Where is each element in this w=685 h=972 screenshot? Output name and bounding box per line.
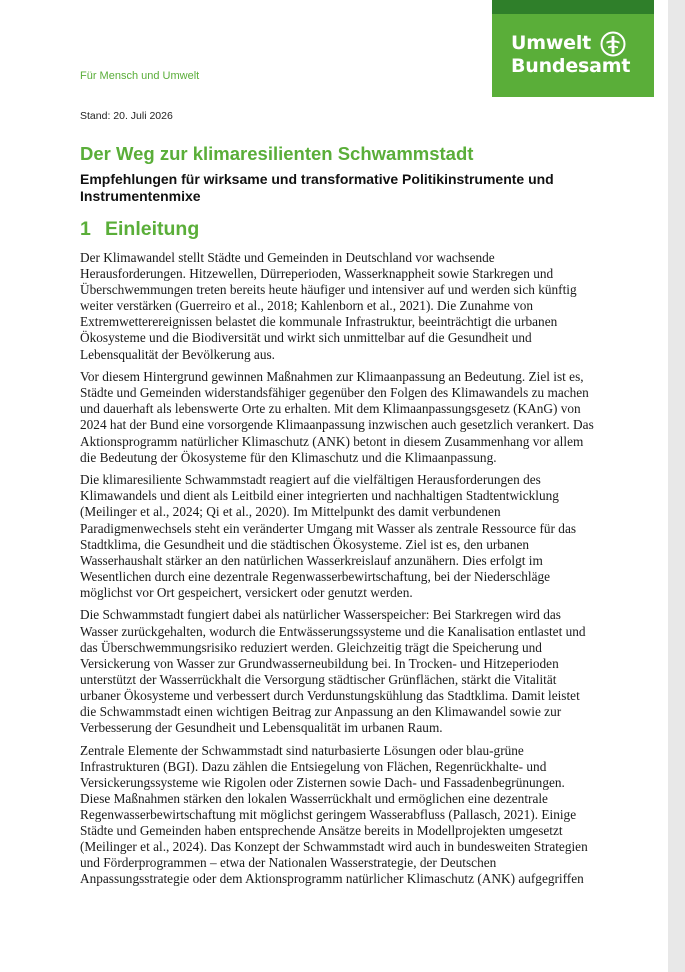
section-number: 1	[80, 218, 91, 240]
paragraph	[80, 607, 605, 736]
text-line: 2024 hat der Bund eine vorsorgende Klimaanpassung inzwischen auch gesetzlich verankert. Das	[80, 417, 594, 433]
subtitle-line: Instrumentenmixe	[80, 188, 201, 204]
text-line: Versickerungssysteme wie Rigolen oder Zisternen sowie Dach- und Fassadenbegrünungen.	[80, 774, 565, 790]
text-line: Die Schwammstadt fungiert dabei als natürlicher Wasserspeicher: Bei Starkregen wird das	[80, 607, 561, 623]
paragraph	[80, 369, 605, 466]
text-line: Verbesserung der Gesundheit und Lebensqualität im urbanen Raum.	[80, 720, 443, 736]
text-line: Wesentlichen durch eine dezentrale Regenwasserbewirtschaftung, bei der Niederschläge	[80, 568, 551, 584]
paragraph	[80, 743, 605, 888]
text-line: die Bedeutung der Ökosysteme für den Klimaschutz und die Klimaanpassung.	[80, 449, 497, 465]
text-line: Infrastrukturen (BGI). Dazu zählen die Entsiegelung von Flächen, Regenrückhalte- und	[80, 758, 547, 774]
text-line: unterstützt der Wasserrückhalt die Versorgung städtischer Grünflächen, stärkt die Vitalität	[80, 671, 557, 687]
text-line: Anpassungsstrategie oder dem Aktionsprogramm natürlicher Klimaschutz (ANK) aufgegriffen	[80, 871, 584, 887]
text-line: möglichst vor Ort gespeichert, versickert oder genutzt werden.	[80, 584, 413, 600]
text-line: Regenwasserbewirtschaftung mit möglichst geringem Wasserabfluss (Pallasch, 2021). Einige	[80, 807, 577, 823]
subtitle-line: Empfehlungen für wirksame und transformative Politikinstrumente und	[80, 171, 554, 187]
text-line: Städte und Gemeinden haben entsprechende Ansätze bereits in Modellprojekten umgesetzt	[80, 823, 563, 839]
logo-line-bundesamt: Bundesamt	[511, 55, 631, 77]
document-subtitle	[80, 171, 600, 205]
body-text	[80, 250, 605, 894]
text-line: Überschwemmungen treten bereits heute häufiger und intensiver auf und werden sich künftig	[80, 282, 577, 298]
tree-icon	[600, 31, 626, 57]
text-line: weiter verstärken (Guerreiro et al., 2018; Kahlenborn et al., 2021). Die Zunahme von	[80, 298, 534, 314]
text-line: die Schwammstadt einen wichtigen Beitrag zur Anpassung an den Klimawandel sowie zur	[80, 704, 562, 720]
text-line: (Meilinger et al., 2024). Das Konzept der Schwammstadt wird auch in bundesweiten Strategien	[80, 839, 588, 855]
text-line: Paradigmenwechsels steht ein veränderter Umgang mit Wasser als zentrale Ressource für das	[80, 520, 577, 536]
section-heading	[80, 218, 199, 241]
text-line: Die klimaresiliente Schwammstadt reagiert auf die vielfältigen Herausforderungen des	[80, 472, 541, 488]
text-line: Herausforderungen. Hitzewellen, Dürreperioden, Wasserknappheit sowie Starkregen und	[80, 266, 554, 282]
text-line: Wasserhaushalt stärker an den natürlichen Wasserkreislauf anzunähern. Dies erfolgt im	[80, 552, 543, 568]
tagline: Für Mensch und Umwelt	[80, 70, 200, 82]
text-line: und dauerhaft als lebenswerte Orte zu erhalten. Mit dem Klimaanpassungsgesetz (KAnG) von	[80, 401, 581, 417]
text-line: das Überschwemmungsrisiko reduziert werden. Gleichzeitig trägt die Speicherung und	[80, 639, 542, 655]
text-line: Städte und Gemeinden widerstandsfähiger gegenüber den Folgen des Klimawandels zu machen	[80, 385, 589, 401]
logo-line-umwelt: Umwelt	[511, 32, 592, 54]
text-line: (Meilinger et al., 2024; Qi et al., 2020). Im Mittelpunkt des damit verbundenen	[80, 504, 501, 520]
section-title: Einleitung	[105, 218, 200, 240]
text-line: Klimawandels und dient als Leitbild einer integrierten und nachhaltigen Stadtentwicklung	[80, 488, 559, 504]
text-line: Aktionsprogramm natürlicher Klimaschutz (ANK) betont in diesem Zusammenhang vor allem	[80, 433, 584, 449]
text-line: Versickerung von Wasser zur Grundwasserneubildung bei. In Trocken- und Hitzeperioden	[80, 655, 559, 671]
paragraph	[80, 250, 605, 363]
text-line: Stadtklima, die Gesundheit und die städtischen Ökosysteme. Ziel ist es, den urbanen	[80, 536, 530, 552]
text-line: Lebensqualität der Bevölkerung aus.	[80, 346, 275, 362]
date-stand: Stand: 20. Juli 2026	[80, 110, 173, 122]
text-line: Diese Maßnahmen stärken den lokalen Wasserrückhalt und ermöglichen eine dezentrale	[80, 791, 548, 806]
text-line: Extremwetterereignissen belastet die kommunale Infrastruktur, beeinträchtigt die urbanen	[80, 314, 558, 330]
uba-logo	[492, 0, 654, 97]
logo-top-bar	[492, 0, 654, 14]
text-line: Ökosysteme und die Biodiversität und wirkt sich unmittelbar auf die Gesundheit und	[80, 330, 532, 346]
text-line: urbaner Ökosysteme und verbessert durch Verdunstungskühlung das Stadtklima. Damit leistet	[80, 687, 580, 703]
text-line: Wasser zurückgehalten, wodurch die Entwässerungssysteme und die Kanalisation entlastet und	[80, 623, 586, 639]
document-title: Der Weg zur klimaresilienten Schwammstadt	[80, 143, 474, 164]
paragraph	[80, 472, 605, 601]
text-line: und Förderprogrammen – etwa der Nationalen Wasserstrategie, der Deutschen	[80, 855, 497, 871]
text-line: Vor diesem Hintergrund gewinnen Maßnahmen zur Klimaanpassung an Bedeutung. Ziel ist es,	[80, 369, 584, 385]
text-line: Der Klimawandel stellt Städte und Gemeinden in Deutschland vor wachsende	[80, 250, 495, 265]
text-line: Zentrale Elemente der Schwammstadt sind naturbasierte Lösungen oder blau-grüne	[80, 742, 524, 758]
